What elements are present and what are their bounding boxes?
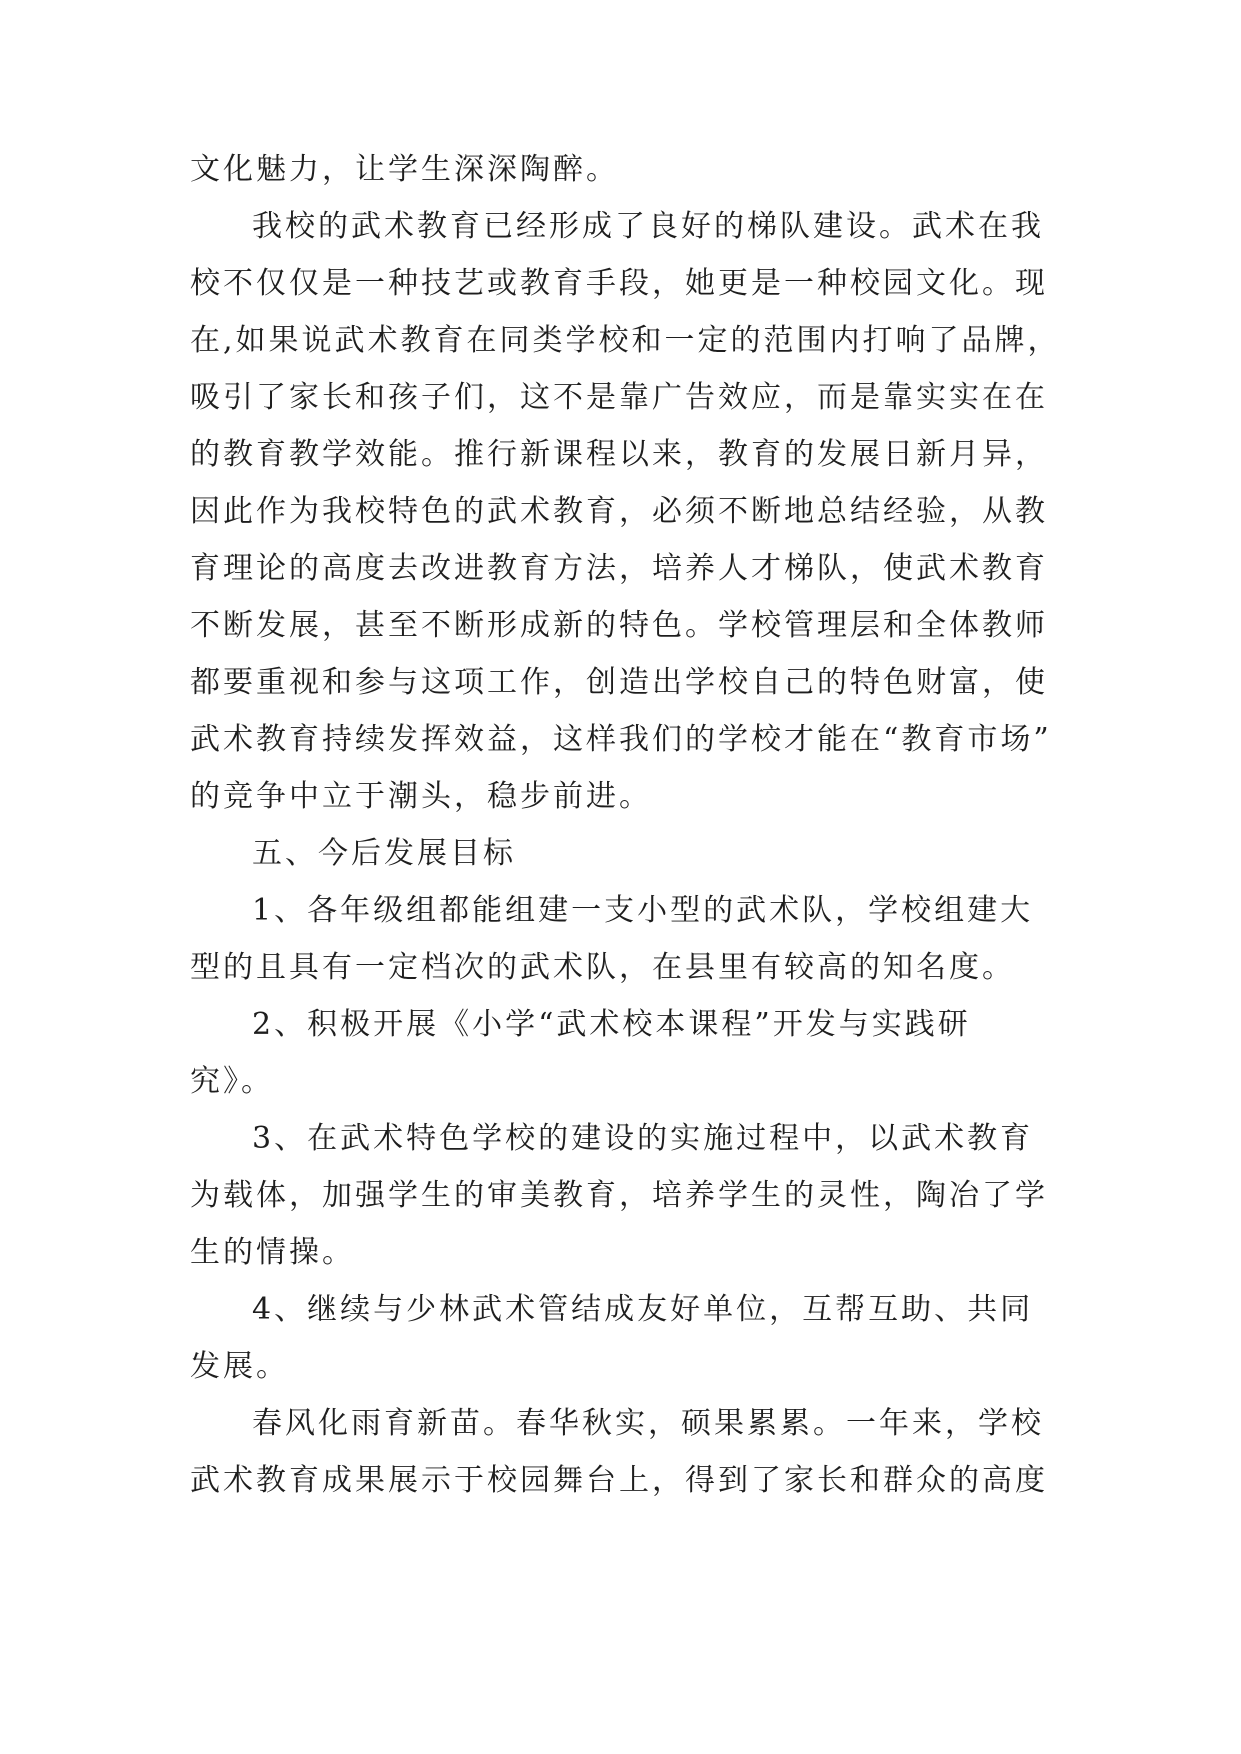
text-line: 五、今后发展目标: [252, 836, 516, 871]
text-line: 的教育教学效能。推行新课程以来，教育的发展日新月异，: [190, 437, 1048, 472]
text-line: 春风化雨育新苗。春华秋实，硕果累累。一年来，学校: [252, 1406, 1044, 1441]
text-line: 育理论的高度去改进教育方法，培养人才梯队，使武术教育: [190, 551, 1048, 586]
text-line: 型的且具有一定档次的武术队，在县里有较高的知名度。: [190, 950, 1015, 985]
text-line: 我校的武术教育已经形成了良好的梯队建设。武术在我: [252, 209, 1044, 244]
text-line: 武术教育持续发挥效益，这样我们的学校才能在“教育市场”: [190, 722, 1052, 757]
text-line: 生的情操。: [190, 1235, 355, 1270]
text-line: 吸引了家长和孩子们，这不是靠广告效应，而是靠实实在在: [190, 380, 1048, 415]
text-line: 究》。: [190, 1064, 274, 1099]
text-line: 为载体，加强学生的审美教育，培养学生的灵性，陶冶了学: [190, 1178, 1048, 1213]
text-line: 都要重视和参与这项工作，创造出学校自己的特色财富，使: [190, 665, 1048, 700]
text-line: 发展。: [190, 1349, 289, 1384]
text-line: 因此作为我校特色的武术教育，必须不断地总结经验，从教: [190, 494, 1048, 529]
text-line: 文化魅力，让学生深深陶醉。: [190, 152, 619, 187]
text-line: 在,如果说武术教育在同类学校和一定的范围内打响了品牌，: [190, 323, 1061, 358]
text-line: 3、在武术特色学校的建设的实施过程中，以武术教育: [252, 1121, 1034, 1156]
text-line: 武术教育成果展示于校园舞台上，得到了家长和群众的高度: [190, 1463, 1048, 1498]
text-line: 4、继续与少林武术管结成友好单位，互帮互助、共同: [252, 1292, 1034, 1327]
text-line: 不断发展，甚至不断形成新的特色。学校管理层和全体教师: [190, 608, 1048, 643]
text-line: 校不仅仅是一种技艺或教育手段，她更是一种校园文化。现: [190, 266, 1048, 301]
text-line: 1、各年级组都能组建一支小型的武术队，学校组建大: [252, 893, 1034, 928]
text-line: 2、积极开展《小学“武术校本课程”开发与实践研: [252, 1007, 971, 1042]
text-line: 的竞争中立于潮头，稳步前进。: [190, 779, 652, 814]
